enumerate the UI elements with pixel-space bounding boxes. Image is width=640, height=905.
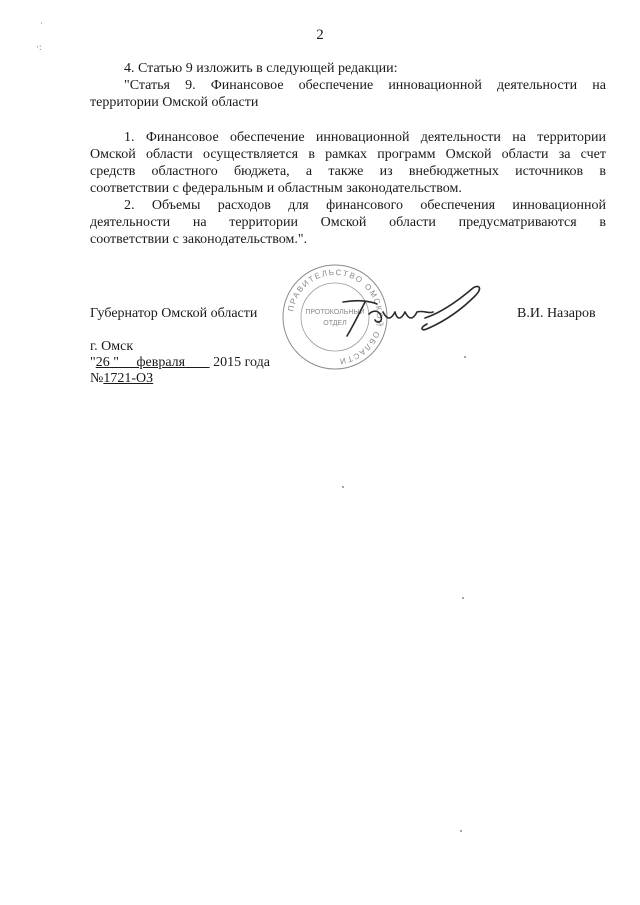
law-number: №1721-ОЗ	[90, 371, 154, 386]
clause-1-line3: средств областного бюджета, а также из внебюджетных источников в	[90, 164, 606, 179]
signing-date: "26 " февраля 2015 года	[90, 355, 270, 370]
margin-mark: ·:	[36, 42, 42, 52]
date-month: февраля	[136, 355, 186, 370]
clause-2-line3: соответствии с законодательством.".	[90, 232, 308, 247]
article-heading-line1: "Статья 9. Финансовое обеспечение инновационной деятельности на	[124, 78, 606, 93]
place-of-signing: г. Омск	[90, 339, 134, 354]
stamp-center-line2: ОТДЕЛ	[323, 320, 347, 327]
signatory-title: Губернатор Омской области	[90, 306, 258, 321]
scan-speck	[460, 830, 462, 832]
clause-2-line1: 2. Объемы расходов для финансового обеспечения инновационной	[124, 198, 606, 213]
scan-speck	[342, 486, 344, 488]
scan-speck	[462, 597, 464, 599]
paragraph-amendment: 4. Статью 9 изложить в следующей редакции:	[124, 61, 398, 76]
law-number-value: 1721-ОЗ	[103, 371, 154, 386]
handwritten-signature	[325, 282, 490, 342]
clause-1-line1: 1. Финансовое обеспечение инновационной деятельности на территории	[124, 130, 606, 145]
date-day: 26	[95, 355, 110, 370]
clause-2-line2: деятельности на территории Омской области предусматриваются в	[90, 215, 606, 230]
stamp-center-line1: ПРОТОКОЛЬНЫЙ	[305, 309, 365, 316]
clause-1-line4: соответствии с федеральным и областным законодательством.	[90, 181, 462, 196]
article-heading-line2: территории Омской области	[90, 95, 259, 110]
signatory-name: В.И. Назаров	[517, 306, 596, 321]
stamp-ring-text: ПРАВИТЕЛЬСТВО ОМСКОЙ ОБЛАСТИ	[286, 267, 385, 366]
page-number: 2	[316, 27, 324, 43]
scan-speck	[464, 356, 466, 358]
margin-mark: ·	[40, 18, 43, 28]
clause-1-line2: Омской области осуществляется в рамках программ Омской области за счет	[90, 147, 606, 162]
